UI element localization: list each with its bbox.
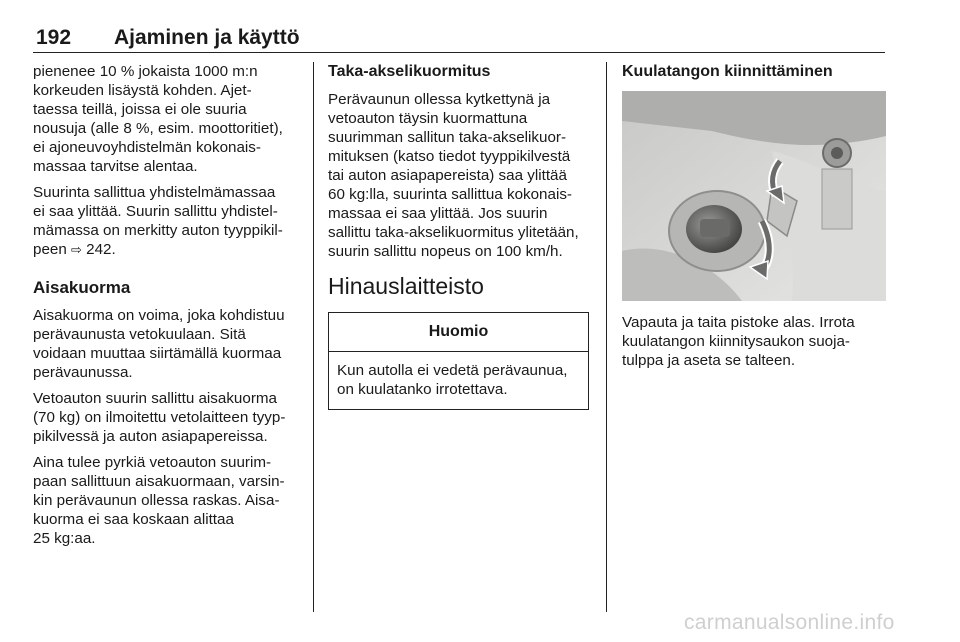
paragraph-combination-mass (33, 183, 303, 260)
socket-plug (700, 219, 730, 237)
section-title-towing-equipment: Hinauslaitteisto (328, 273, 484, 299)
paragraph-combination-mass-text: Suurinta sallittua yhdistelmämassaa ei saa ylittää. Suurin sallittu yhdistel- mämassa on merkitty auton tyyppikil- peen (33, 184, 283, 258)
mounting-tube (822, 169, 852, 229)
page-reference-number[interactable]: 242. (81, 241, 116, 258)
paragraph-drawbar-load: Aisakuorma on voima, joka kohdistuu perävaunusta vetokuulaan. Sitä voidaan muuttaa siirtämällä kuormaa perävaunussa. (33, 307, 285, 381)
cap-center (831, 147, 843, 159)
paragraph-mounting-instructions: Vapauta ja taita pistoke alas. Irrota kuulatangon kiinnitysaukon suoja- tulppa ja aseta se talteen. (622, 314, 855, 369)
notice-body: Kun autolla ei vedetä perävaunua, on kuulatanko irrotettava. (337, 362, 568, 398)
notice-box (328, 312, 589, 410)
column-2 (328, 62, 593, 410)
paragraph-max-drawbar-load: Vetoauton suurin sallittu aisakuorma (70 kg) on ilmoitettu vetolaitteen tyyp- pikilvessä ja auton asiapapereissa. (33, 390, 286, 445)
watermark: carmanualsonline.info (684, 611, 895, 634)
column-divider (606, 62, 607, 612)
paragraph-altitude: pienenee 10 % jokaista 1000 m:n korkeuden lisäystä kohden. Ajet- taessa teillä, joissa ei ole suuria nousuja (alle 8 %, esim. moottoritiet), ei ajoneuvoyhdistelmän kokonais- massaa tarvitse alentaa. (33, 63, 283, 175)
column-3 (622, 62, 887, 377)
page-number: 192 (36, 26, 72, 49)
heading-rear-axle-load: Taka-akselikuormitus (328, 63, 491, 80)
column-divider (313, 62, 314, 612)
column-1 (33, 62, 303, 555)
towbar-socket-illustration (622, 91, 886, 301)
section-heading-aisakuorma: Aisakuorma (33, 278, 131, 297)
heading-ball-bar-mounting: Kuulatangon kiinnittäminen (622, 63, 833, 80)
paragraph-min-drawbar-load: Aina tulee pyrkiä vetoauton suurim- paan sallittuun aisakuormaan, varsin- kin perävaunun ollessa raskas. Aisa- kuorma ei saa koskaan alittaa 25 kg:aa. (33, 454, 285, 547)
chapter-title: Ajaminen ja käyttö (114, 26, 300, 49)
notice-title: Huomio (329, 313, 588, 352)
paragraph-rear-axle-load: Perävaunun ollessa kytkettynä ja vetoauton täysin kuormattuna suurimman sallitun taka-akselikuor- mituksen (katso tiedot tyyppikilvestä tai auton asiapapereista) saa ylittää 60 kg:lla, suurinta sallittua kokonais- massaa ei saa ylittää. Jos suurin sallittu taka-akselikuormitus ylitetään, suurin sallittu nopeus on 100 km/h. (328, 91, 579, 260)
towbar-socket-photo (622, 91, 886, 301)
page-header (33, 22, 885, 53)
page-reference-arrow-icon[interactable]: ⇨ (71, 243, 82, 258)
